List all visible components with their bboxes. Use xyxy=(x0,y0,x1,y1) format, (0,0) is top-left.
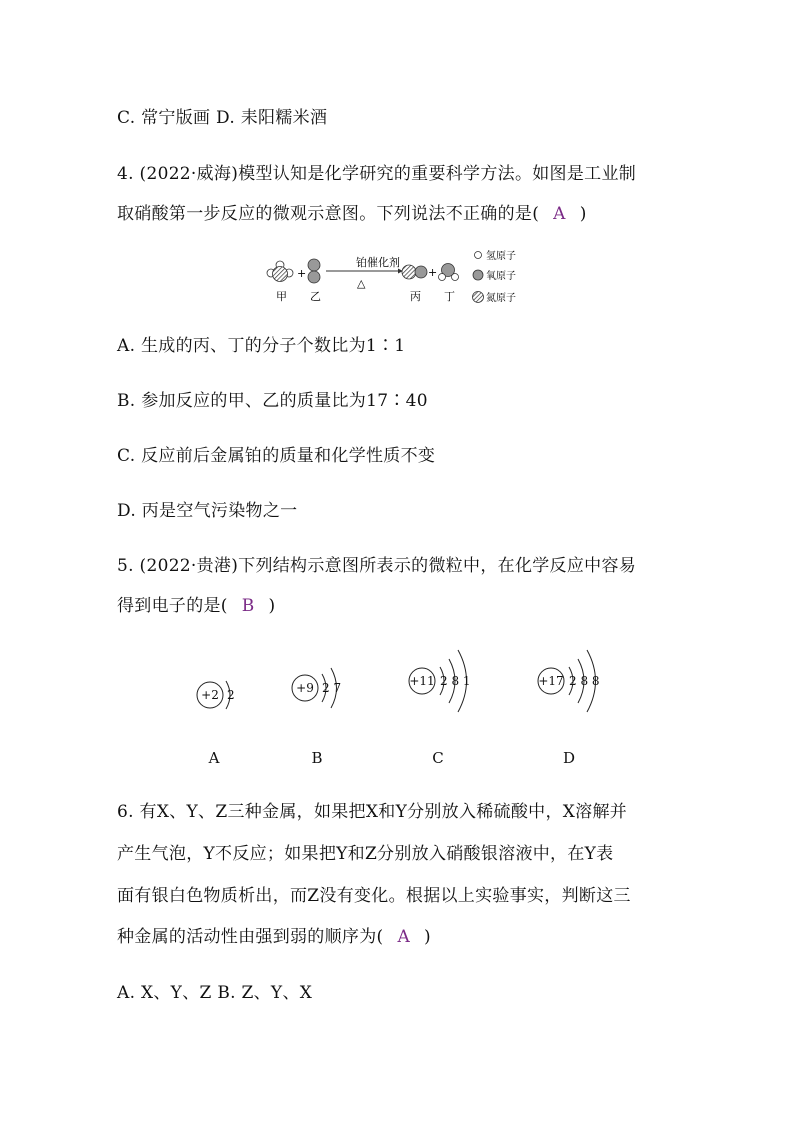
q5-stem-line2 xyxy=(117,595,275,617)
q4-answer: A xyxy=(553,204,566,224)
q4-option-d: D. 丙是空气污染物之一 xyxy=(117,501,298,521)
legend-nitrogen: 氮原子 xyxy=(486,293,516,304)
atom-structure-diagrams xyxy=(180,640,620,770)
legend xyxy=(473,249,517,304)
q6-stem-line2: 产生气泡，Y不反应；如果把Y和Z分别放入硝酸银溶液中，在Y表 xyxy=(117,844,614,864)
q6-options: A. X、Y、Z B. Z、Y、X xyxy=(117,983,313,1003)
plus-sign: + xyxy=(428,266,438,279)
q4-option-a: A. 生成的丙、丁的分子个数比为1∶1 xyxy=(117,336,406,356)
atom-label-d: D xyxy=(562,749,576,767)
q6-stem-line3: 面有银白色物质析出，而Z没有变化。根据以上实验事实，判断这三 xyxy=(117,886,631,906)
molecule-ding xyxy=(439,264,459,281)
q4-option-b: B. 参加反应的甲、乙的质量比为17∶40 xyxy=(117,391,428,411)
plus-sign: + xyxy=(297,267,307,280)
q6-stem-line1: 6. 有X、Y、Z三种金属，如果把X和Y分别放入稀硫酸中，X溶解并 xyxy=(117,802,628,822)
reaction-diagram xyxy=(262,244,542,306)
q6-answer: A xyxy=(397,927,411,947)
catalyst-label: 铂催化剂 xyxy=(356,256,400,269)
atom-label-a: A xyxy=(208,749,220,767)
q4-stem-line1: 4. (2022·威海)模型认知是化学研究的重要科学方法。如图是工业制 xyxy=(117,164,637,184)
q4-stem-text: 取硝酸第一步反应的微观示意图。下列说法不正确的是( xyxy=(117,204,540,224)
shells-c: 2 8 1 xyxy=(440,674,471,688)
molecule-jia xyxy=(267,261,293,282)
shells-b: 2 7 xyxy=(322,681,342,695)
q4-stem-close: ) xyxy=(579,204,587,224)
atom-label-c: C xyxy=(432,749,444,767)
nucleus-d: +17 xyxy=(538,674,564,688)
heat-symbol: △ xyxy=(357,277,366,290)
nucleus-c: +11 xyxy=(409,674,435,688)
legend-hydrogen: 氢原子 xyxy=(486,251,516,262)
molecule-yi xyxy=(308,259,320,283)
q4-option-c: C. 反应前后金属铂的质量和化学性质不变 xyxy=(117,446,436,466)
q4-stem-line2 xyxy=(117,203,587,225)
q6-stem-text: 种金属的活动性由强到弱的顺序为( xyxy=(117,927,384,947)
shells-d: 2 8 8 xyxy=(569,674,600,688)
legend-oxygen: 氧原子 xyxy=(486,271,516,282)
q5-answer: B xyxy=(241,596,255,616)
nucleus-b: +9 xyxy=(296,681,314,695)
shells-a: 2 xyxy=(227,688,235,702)
atom-label-b: B xyxy=(311,749,323,767)
label-yi: 乙 xyxy=(310,290,321,303)
q5-stem-close: ) xyxy=(268,596,276,616)
label-ding: 丁 xyxy=(444,290,455,303)
option-line-prev: C. 常宁版画 D. 耒阳糯米酒 xyxy=(117,108,328,128)
label-jia: 甲 xyxy=(276,290,287,303)
q6-stem-line4 xyxy=(117,926,431,948)
molecule-bing xyxy=(402,265,427,279)
q6-stem-close: ) xyxy=(424,927,431,947)
q5-stem-line1: 5. (2022·贵港)下列结构示意图所表示的微粒中，在化学反应中容易 xyxy=(117,556,637,576)
nucleus-a: +2 xyxy=(201,688,219,702)
label-bing: 丙 xyxy=(410,290,421,303)
q5-stem-text: 得到电子的是( xyxy=(117,596,228,616)
